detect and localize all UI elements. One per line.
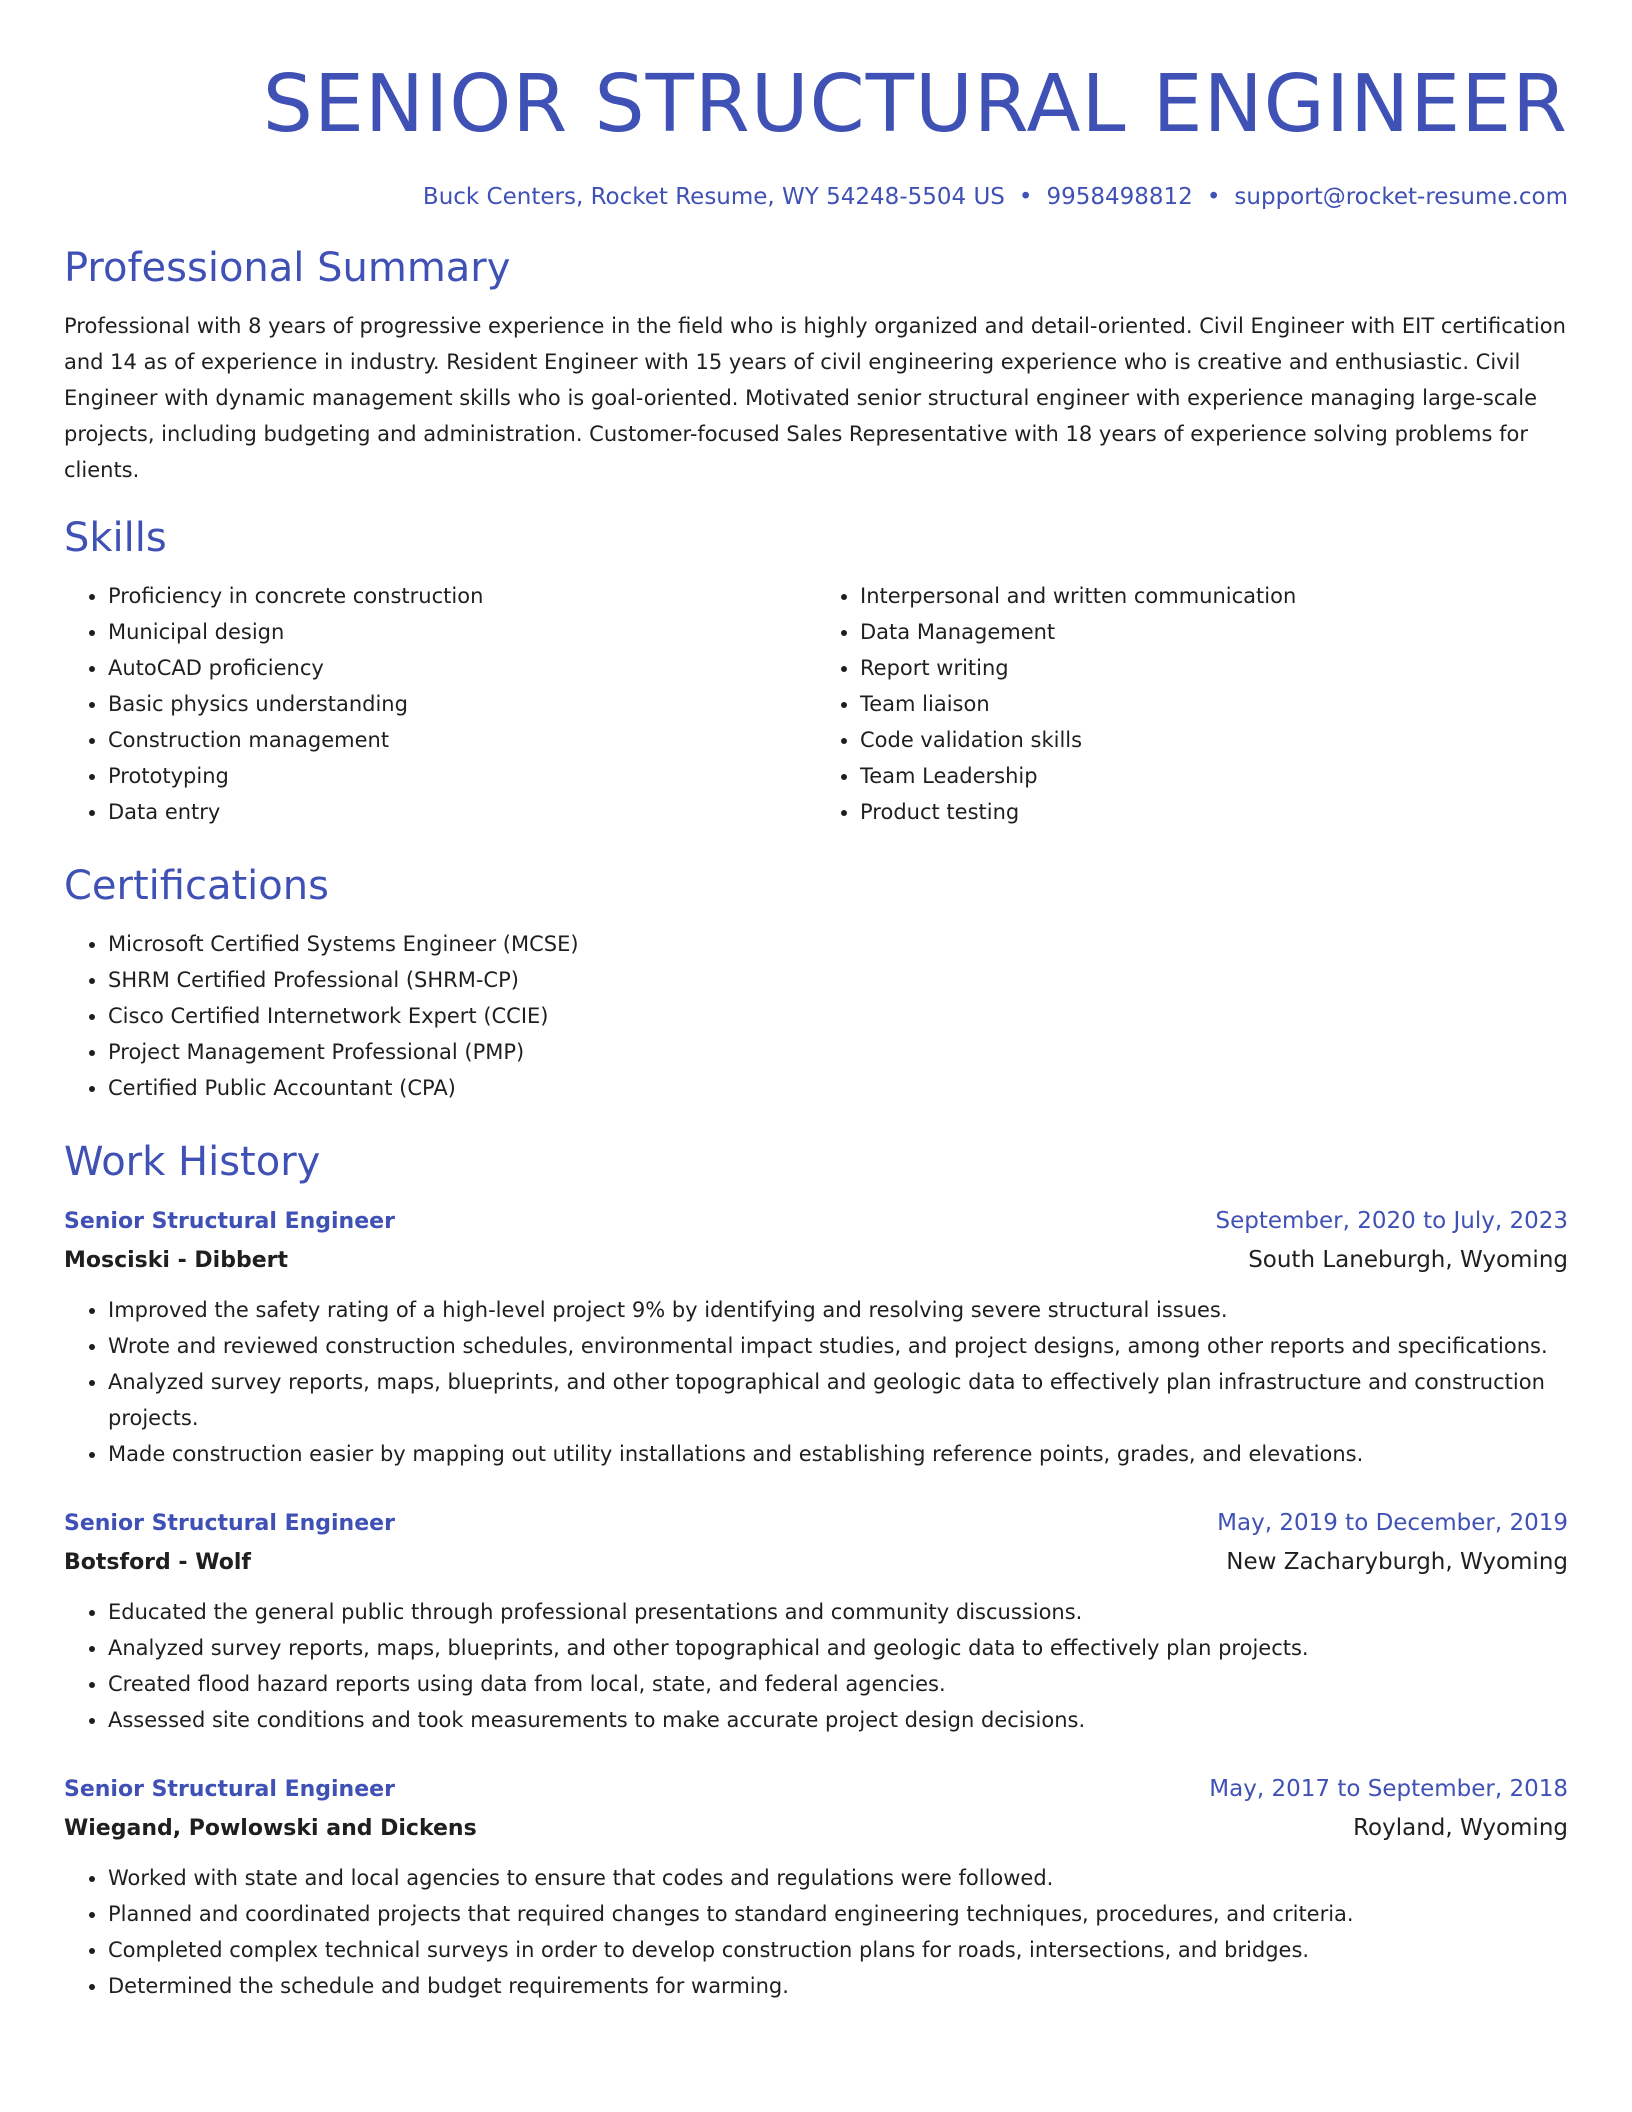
job-dates: May, 2017 to September, 2018 <box>1209 1776 1568 1802</box>
contact-address: Buck Centers, Rocket Resume, WY 54248-5504 US <box>422 184 1005 210</box>
certifications-list <box>64 926 1568 1106</box>
job-location: South Laneburgh, Wyoming <box>1248 1247 1568 1273</box>
skill-item: • Interpersonal and written communication <box>860 578 1568 614</box>
summary-heading: Professional Summary <box>64 245 511 291</box>
job-bullets <box>64 1594 1568 1738</box>
job-title: Senior Structural Engineer <box>64 1209 395 1234</box>
summary-text: Professional with 8 years of progressive experience in the field who is highly organized and detail-oriented. Civil Engineer with EIT certification and 14 as of experience in industry. Resident Engineer with 15 years of civil engineering experience who is creative and enthusiastic. Civil Engineer with dynamic management skills who is goal-oriented. Motivated senior structural engineer with experience managing large-scale projects, including budgeting and administration. Customer-focused Sales Representative with 18 years of experience solving problems for clients. <box>64 314 1566 482</box>
contact-separator: • <box>1018 184 1033 210</box>
job-header-row <box>64 1770 1568 1809</box>
job-dates: September, 2020 to July, 2023 <box>1215 1208 1568 1234</box>
job-company-row <box>64 1543 1568 1582</box>
job-bullet: • Made construction easier by mapping out utility installations and establishing reference points, grades, and elevations. <box>108 1436 1568 1472</box>
certification-item: • Certified Public Accountant (CPA) <box>108 1070 1568 1106</box>
skill-item: • Code validation skills <box>860 722 1568 758</box>
skill-item: • Construction management <box>108 722 816 758</box>
job-company: Botsford - Wolf <box>64 1550 251 1575</box>
skills-heading: Skills <box>64 515 167 561</box>
skill-item: • AutoCAD proficiency <box>108 650 816 686</box>
skills-columns <box>64 578 1568 830</box>
resume-page <box>64 0 1568 2004</box>
skill-item: • Municipal design <box>108 614 816 650</box>
contact-line <box>64 182 1568 212</box>
skill-item: • Team liaison <box>860 686 1568 722</box>
job-bullet: • Educated the general public through professional presentations and community discussions. <box>108 1594 1568 1630</box>
work-history-heading: Work History <box>64 1139 321 1185</box>
job-bullets <box>64 1860 1568 2004</box>
job-entry <box>64 1770 1568 2004</box>
job-bullets <box>64 1292 1568 1472</box>
skill-item: • Data entry <box>108 794 816 830</box>
job-bullet: • Assessed site conditions and took measurements to make accurate project design decisions. <box>108 1702 1568 1738</box>
skill-item: • Prototyping <box>108 758 816 794</box>
skills-list-right <box>816 578 1568 830</box>
job-title: Senior Structural Engineer <box>64 1777 395 1802</box>
certification-item: • Cisco Certified Internetwork Expert (CCIE) <box>108 998 1568 1034</box>
job-entry <box>64 1504 1568 1738</box>
job-bullet: • Analyzed survey reports, maps, blueprints, and other topographical and geologic data to effectively plan infrastructure and construction projects. <box>108 1364 1568 1436</box>
skill-item: • Proficiency in concrete construction <box>108 578 816 614</box>
certifications-heading: Certifications <box>64 863 329 909</box>
job-bullet: • Completed complex technical surveys in order to develop construction plans for roads, intersections, and bridges. <box>108 1932 1568 1968</box>
job-bullet: • Improved the safety rating of a high-level project 9% by identifying and resolving severe structural issues. <box>108 1292 1568 1328</box>
certification-item: • SHRM Certified Professional (SHRM-CP) <box>108 962 1568 998</box>
job-bullet: • Wrote and reviewed construction schedules, environmental impact studies, and project designs, among other reports and specifications. <box>108 1328 1568 1364</box>
skill-item: • Report writing <box>860 650 1568 686</box>
job-bullet: • Planned and coordinated projects that required changes to standard engineering techniques, procedures, and criteria. <box>108 1896 1568 1932</box>
skill-item: • Data Management <box>860 614 1568 650</box>
job-company-row <box>64 1809 1568 1848</box>
job-bullet: • Worked with state and local agencies to ensure that codes and regulations were followed. <box>108 1860 1568 1896</box>
skill-item: • Basic physics understanding <box>108 686 816 722</box>
certification-item: • Project Management Professional (PMP) <box>108 1034 1568 1070</box>
job-company: Wiegand, Powlowski and Dickens <box>64 1816 477 1841</box>
skills-list-left <box>64 578 816 830</box>
job-bullet: • Created flood hazard reports using data from local, state, and federal agencies. <box>108 1666 1568 1702</box>
job-location: Royland, Wyoming <box>1353 1815 1568 1841</box>
job-dates: May, 2019 to December, 2019 <box>1217 1510 1568 1536</box>
job-company-row <box>64 1241 1568 1280</box>
skill-item: • Team Leadership <box>860 758 1568 794</box>
contact-phone: 9958498812 <box>1046 184 1193 210</box>
job-title: Senior Structural Engineer <box>64 1511 395 1536</box>
certification-item: • Microsoft Certified Systems Engineer (MCSE) <box>108 926 1568 962</box>
page-title: SENIOR STRUCTURAL ENGINEER <box>262 58 1568 150</box>
job-location: New Zacharyburgh, Wyoming <box>1226 1549 1568 1575</box>
contact-separator: • <box>1206 184 1221 210</box>
job-bullet: • Analyzed survey reports, maps, blueprints, and other topographical and geologic data to effectively plan projects. <box>108 1630 1568 1666</box>
contact-email: support@rocket-resume.com <box>1234 184 1568 210</box>
job-header-row <box>64 1202 1568 1241</box>
skill-item: • Product testing <box>860 794 1568 830</box>
job-company: Mosciski - Dibbert <box>64 1248 288 1273</box>
job-bullet: • Determined the schedule and budget requirements for warming. <box>108 1968 1568 2004</box>
job-header-row <box>64 1504 1568 1543</box>
job-entry <box>64 1202 1568 1472</box>
